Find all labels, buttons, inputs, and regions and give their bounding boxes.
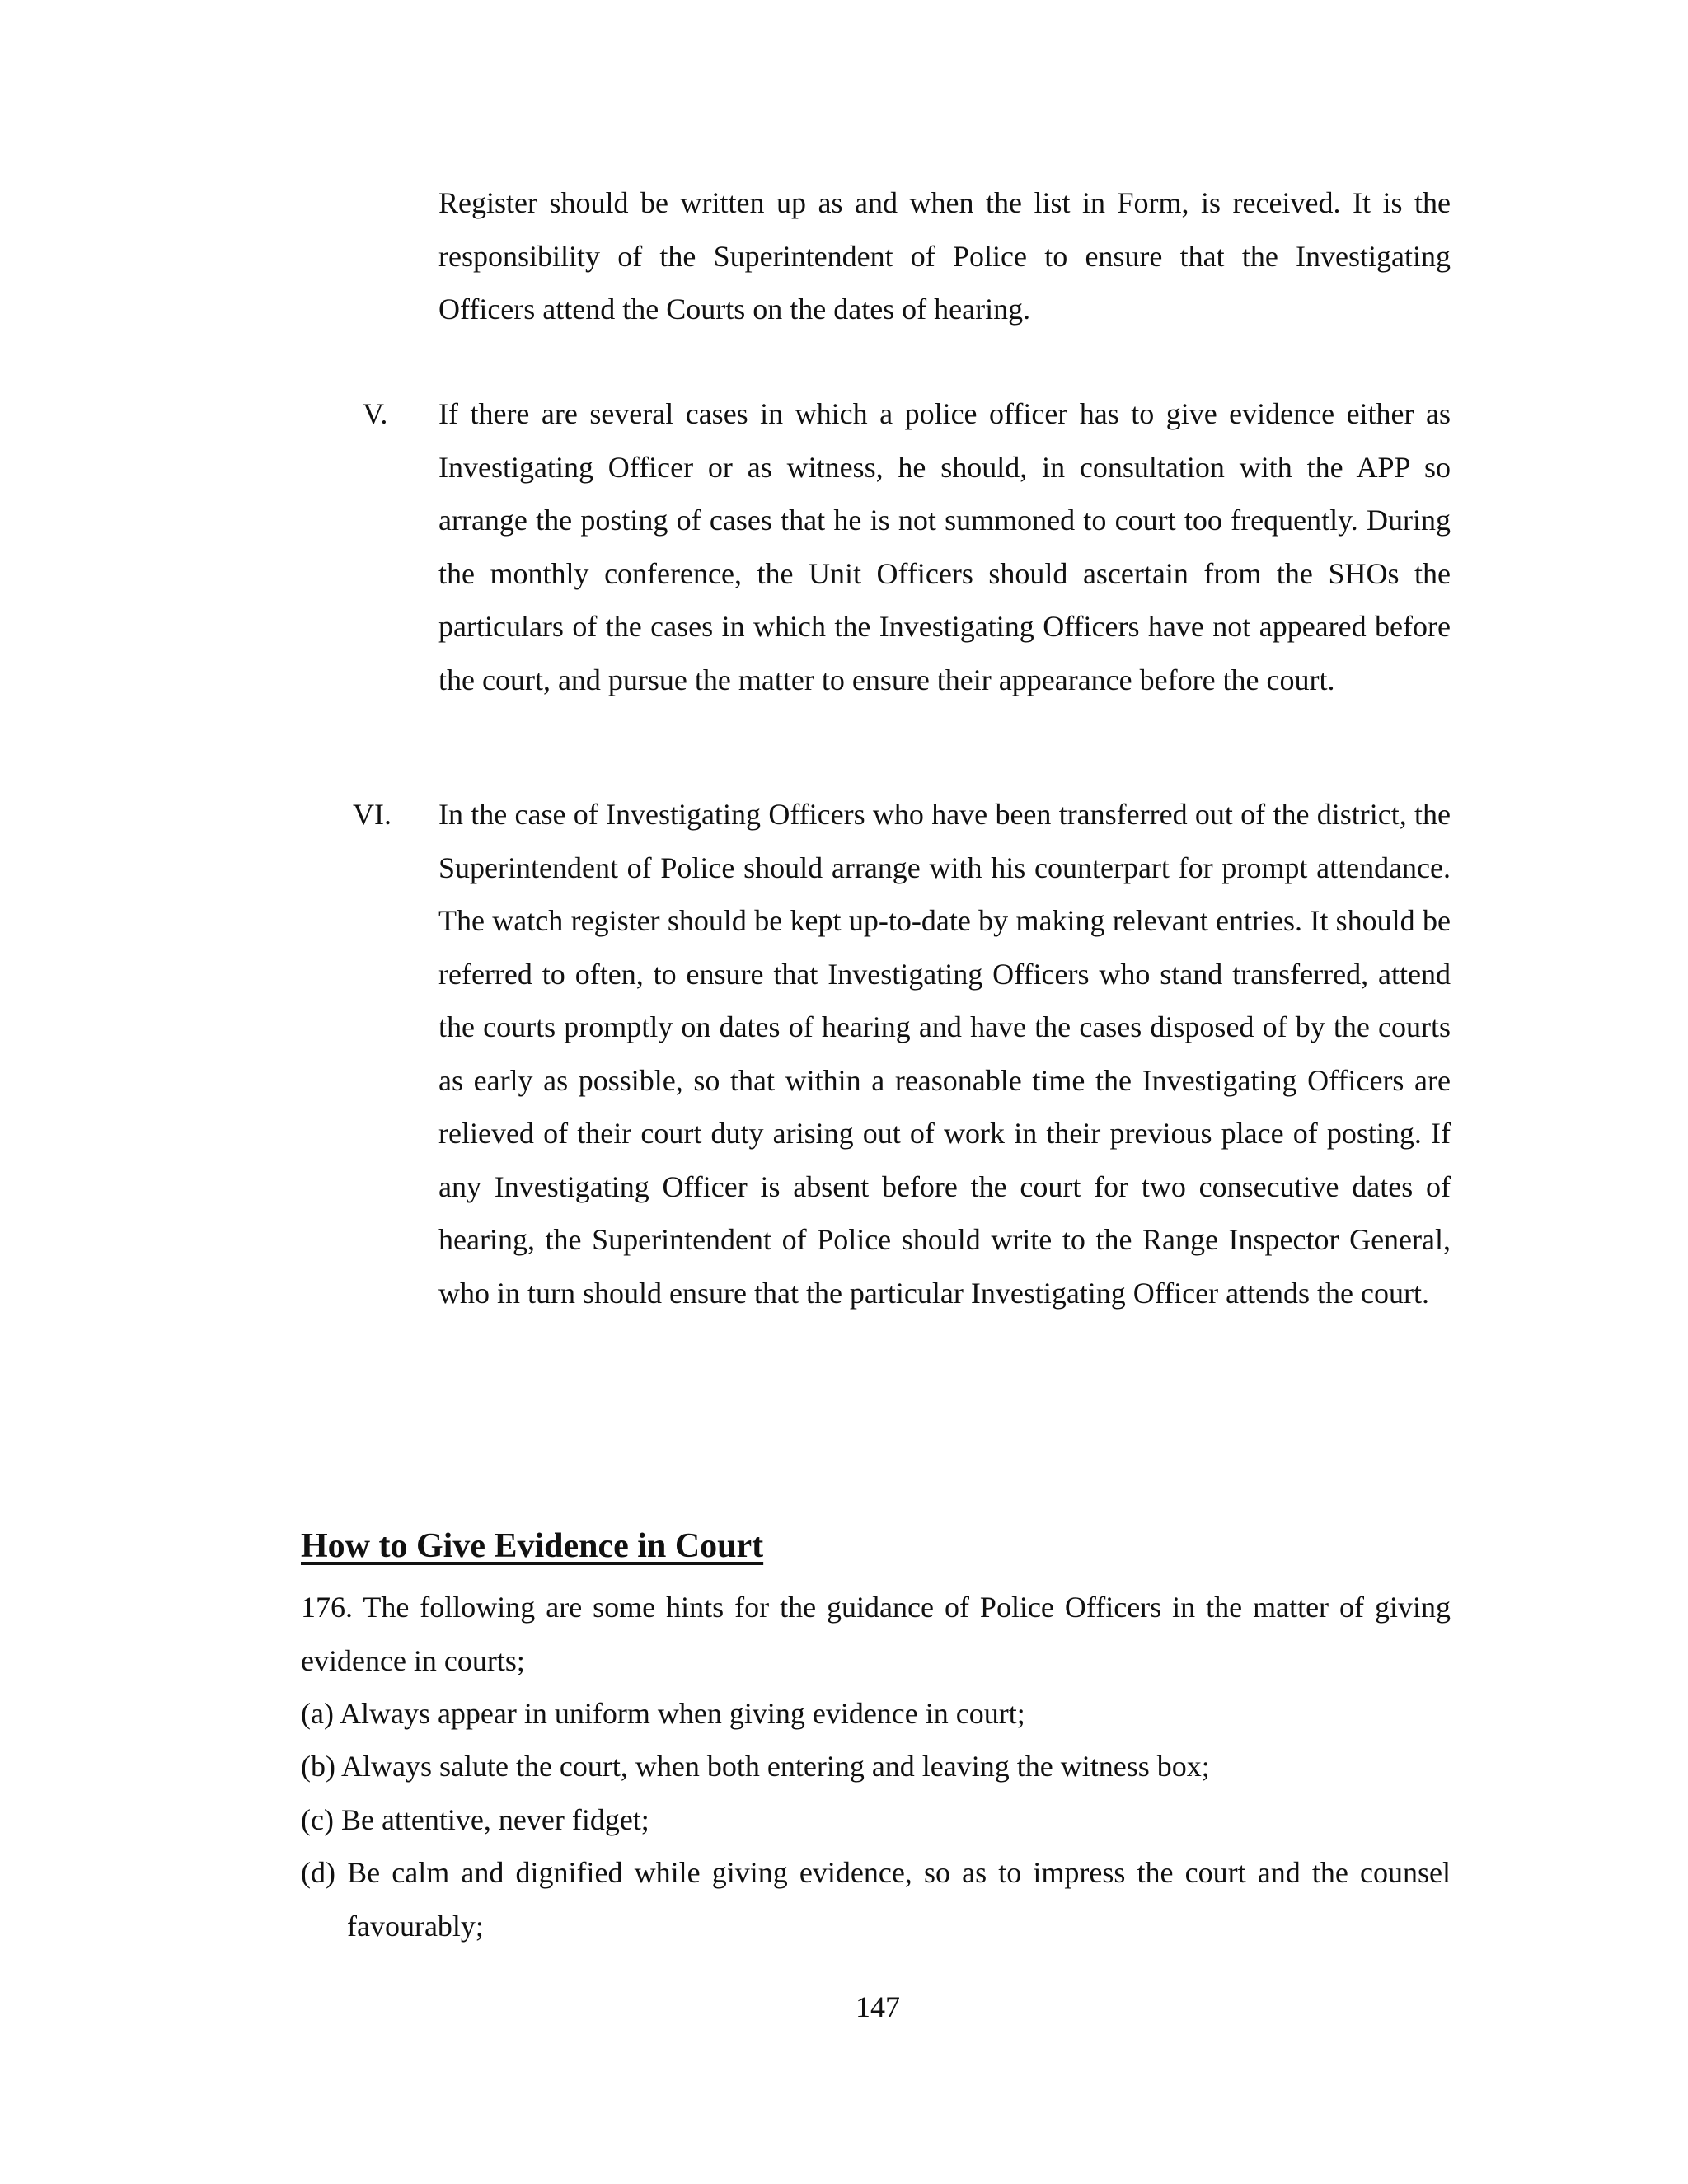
page-number: 147 [856, 1990, 900, 2023]
hint-item-c: (c) Be attentive, never fidget; [301, 1803, 649, 1836]
point-numeral-v: V. [363, 397, 388, 430]
point-vi-text: In the case of Investigating Officers who have been transferred out of the district, the Superintendent of Police should arrange with his counterpart for prompt attendance. The watch register should be kept up-to-date by making relevant entries. It should be referred to often, to ensure that Investigating Officers who stand transferred, attend the courts promptly on dates of hearing and have the cases disposed of by the courts as early as possible, so that within a reasonable time the Investigating Officers are relieved of their court duty arising out of work in their previous place of posting. If any Investigating Officer is absent before the court for two consecutive dates of hearing, the Superintendent of Police should write to the Range Inspector General, who in turn should ensure that the particular Investigating Officer attends the court. [438, 798, 1451, 1310]
section-intro: 176. The following are some hints for the guidance of Police Officers in the matter of giving evidence in courts; [301, 1591, 1451, 1677]
hint-item-d: (d) Be calm and dignified while giving evidence, so as to impress the court and the counsel favourably; [301, 1856, 1451, 1943]
point-numeral-vi: VI. [353, 798, 392, 831]
continuation-paragraph: Register should be written up as and when the list in Form, is received. It is the responsibility of the Superintendent of Police to ensure that the Investigating Officers attend the Courts on the dates of hearing. [438, 186, 1451, 326]
hint-item-b: (b) Always salute the court, when both entering and leaving the witness box; [301, 1750, 1210, 1783]
point-v-text: If there are several cases in which a police officer has to give evidence either as Investigating Officer or as witness, he should, in consultation with the APP so arrange the posting of cases that he is not summoned to court too frequently. During the monthly conference, the Unit Officers should ascertain from the SHOs the particulars of the cases in which the Investigating Officers have not appeared before the court, and pursue the matter to ensure their appearance before the court. [438, 397, 1451, 696]
section-heading: How to Give Evidence in Court [301, 1527, 764, 1565]
hint-item-a: (a) Always appear in uniform when giving evidence in court; [301, 1697, 1025, 1730]
